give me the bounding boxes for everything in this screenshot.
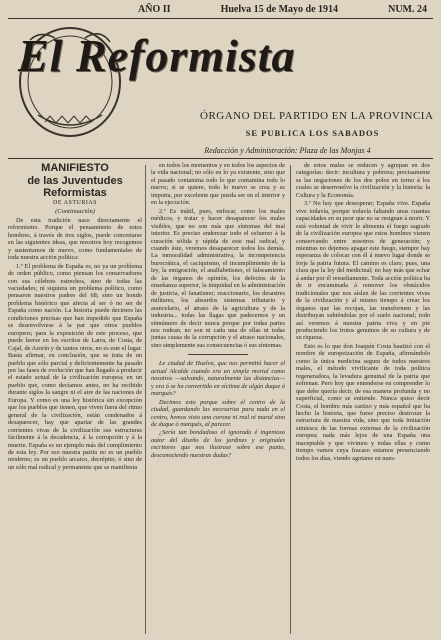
issue-number: NUM. 24: [388, 3, 427, 15]
column-3: [296, 162, 430, 463]
headline-juventudes: de las Juventudes Reformistas: [27, 175, 123, 199]
publication-schedule: SE PUBLICA LOS SABADOS: [245, 128, 380, 138]
col3-paragraph-3: Esto es lo que don Joaquín Costa bautizó con el nombre de europeización de España, afirmándolo como la única medicina segura de todos nuestros males, el método vivificante de toda política regeneradora, la levadura genuinal de la patria que sofrenan. Pero hoy que entenderse en comprender lo que debe quería decir, de esa manera profunda y no superficial, como se entiende. Nunca quiso decir Costa, el hombre más castizo y más español que ha hecho la historia, que fuese preciso destrozar la estructura de nuestra vida, sino que toda imitación simiesca de las formas externas de la civilización europea; nada más lejos de una España una inaceptable y que vivimos y todas ellas y como tiempo vamos cuya fracaso estamos presenciando todos los días, viendo agotarse en nues-: [296, 342, 430, 462]
col3-paragraph-1: de estos males se reducen y agrupan en dos categorías: decir: incultura y pobreza; precisamente se las negaciones de los dos polos en torno á los cuales se desenvuelve la civilización y la historia: la Cultura y la Economía.: [296, 162, 430, 199]
headline-region: DE ASTURIAS: [52, 200, 97, 206]
column-1: [8, 162, 142, 472]
headline-manifiesto: MANIFIESTO: [41, 162, 109, 174]
col1-paragraph-1: De esta tradición nace directamente el reformismo. Porque el pensamiento de estos hombres, á través de tres siglos, puede concretarse en las siguientes ideas, que nosotros hoy recogemos y sustentamos de nuevo, como fundamentales de toda nuestra acción política:: [8, 216, 142, 262]
col2-paragraph-4: Decimos esto porque sobre el centro de la ciudad, guardando las necesarias para nada en el centro, hemos visto una corona ni real ni mural sino de duque ó marqués, al parecer.: [151, 398, 285, 428]
issue-year: AÑO II: [138, 3, 171, 15]
col2-paragraph-3: Le ciudad de Huelva, que nos permitió hacer el actual Alcalde cuando era un simple mortal como nosotros —salvando, naturalmente las distancias— y ora ó se ha convertido en víctima de algún duque ó marqués?: [151, 360, 285, 398]
issue-header: [0, 0, 441, 18]
masthead-rule: [8, 158, 433, 159]
header-rule: [8, 18, 433, 19]
continuation-note: (Continuación): [55, 208, 95, 216]
col1-paragraph-2: 1.º El problema de España es, no ya un problema de orden público, como piensan los conservadores con sus célebres estrechos, sino de todas las vaciedades; ni siquiera un problema político, como pensaron nuestros padres del 68; sino un hondo problema histórico que afecta al ser ó no ser de España como nación. La historia puede decirnos las condiciones precisas que han impedido que España se desenvolviese á la par que otros pueblos europeos; para la exposición de este proceso, que puede leerse en los escritos de Larra, de Costa, de Cajal, de Azorín y de tantos otros, no es este el lugar. Basta afirmar, en conclusión, que se trata de un pueblo que sólo parcial y deficientemente ha pasado por las fases de evolución que han llegado á producir el estado actual de la civilización europea; en un pueblo que, como decíamos antes, no ha recibido durante siglos la sangre ni el aire de las naciones de Europa. Y como es una ley histórica sin excepción que los pueblos que tienen, que viven fuera del ritmo general de la civilización, están condenados á desaparecer, hay que apartar de las grandes corrientes vivas de la civilización sus estructuras fácilmente á la decadencia, á la corrupción y á la muerte. España es un ejemplo más del cumplimiento de esta ley. Por eso nuestra patria no es un pueblo moderno; es un pueblo arcaico, decrépito, ó sino de un sólo mal radical y permanente que se manifiesta: [8, 262, 142, 471]
col2-paragraph-1: en todos los momentos y en todos los aspectos de la vida nacional; no sólo en lo ya existente, sino que el pasado contamina todo lo que contamina todo lo nuevo; si se quiere, todo lo nuevo se crea y se importa, por excelente que pueda ser en el interior y en la ejecución.: [151, 162, 285, 207]
column-divider-2: [290, 165, 291, 634]
newspaper-subtitle: ÓRGANO DEL PARTIDO EN LA PROVINCIA: [200, 110, 434, 122]
newspaper-title: El Reformista: [18, 30, 296, 81]
column-2: [151, 162, 285, 460]
editorial-address: Redacción y Administración: Plaza de las Monjas 4: [204, 146, 371, 155]
column-divider-1: [145, 165, 146, 634]
col2-paragraph-5: ¿Sería tan bondadoso el ignorado é ingenioso autor del diseño de los jardines y originales escritores que nos ilustrase sobre ese punto, desconociendo nuestras dudas?: [151, 429, 285, 459]
col2-paragraph-2: 2.º Es inútil, pues, enfocar, como los males médicos, y tratar y hacer desaparecer los males visibles, que no son más que síntomas del mal interior. Es preciso enderezar todo el esfuerzo á la curación sólida y rápida de este mal radical, y cuando éste, veremos desaparecer todos los demás. La inmoralidad administrativa, la incompetencia burocrática, el caciquismo, el incumplimiento de la ley, la emigración, el analfabetismo, el falseamiento de las órganos de opinión, los defectos de la enseñanza superior, la iniquidad en la administración de justicia, el fanatismo; reaccionario, los desastres militares, los absurdos sistemas tributario y arancelario, el atraso de la agricultura y de la industria... todas las llagas que padecemos y un sinnúmero de decir nunca porque por todas partes nos rodean, no son ni cada una de ellas ni todas juntas causa de la corrupción y el atraso nacionales, sino simplemente sus consecuencias ó sus síntomas.: [151, 207, 285, 349]
section-separator: [188, 354, 248, 355]
col3-paragraph-2: 3.º No hay que desesperar; España vive. España vive todavía, porque todavía faltando unas cuantas capacidades en su peor que no se resignan á morir. Y está voluntad de vivir le alimenta el fuego sagrado de la civilización europea que estos hombres vienen conservando entre nosotros de generación; y mientras no dejemos apagar este fuego, siempre hay esperanza de colocar con él á nuevo lugar donde se forje la patria futura. El camino es claro, pues, una clara que la ley del medicinal; no hay más que echar á andar por él resueltamente. Toda acción política ha de ir encaminada á remover los obstáculos tradicionales que nos aíslen de las corrientes vivas de la civilización y al mismo tiempo á crear los órganos que las recojan, las transformen y las distribuyan subiéndolas por el suelo nacional; todo así veremos á nuestra patria viva y en pie produciendo los frutos genuinos de su cultura y de su riqueza.: [296, 200, 430, 342]
issue-place-date: Huelva 15 de Mayo de 1914: [220, 3, 339, 15]
